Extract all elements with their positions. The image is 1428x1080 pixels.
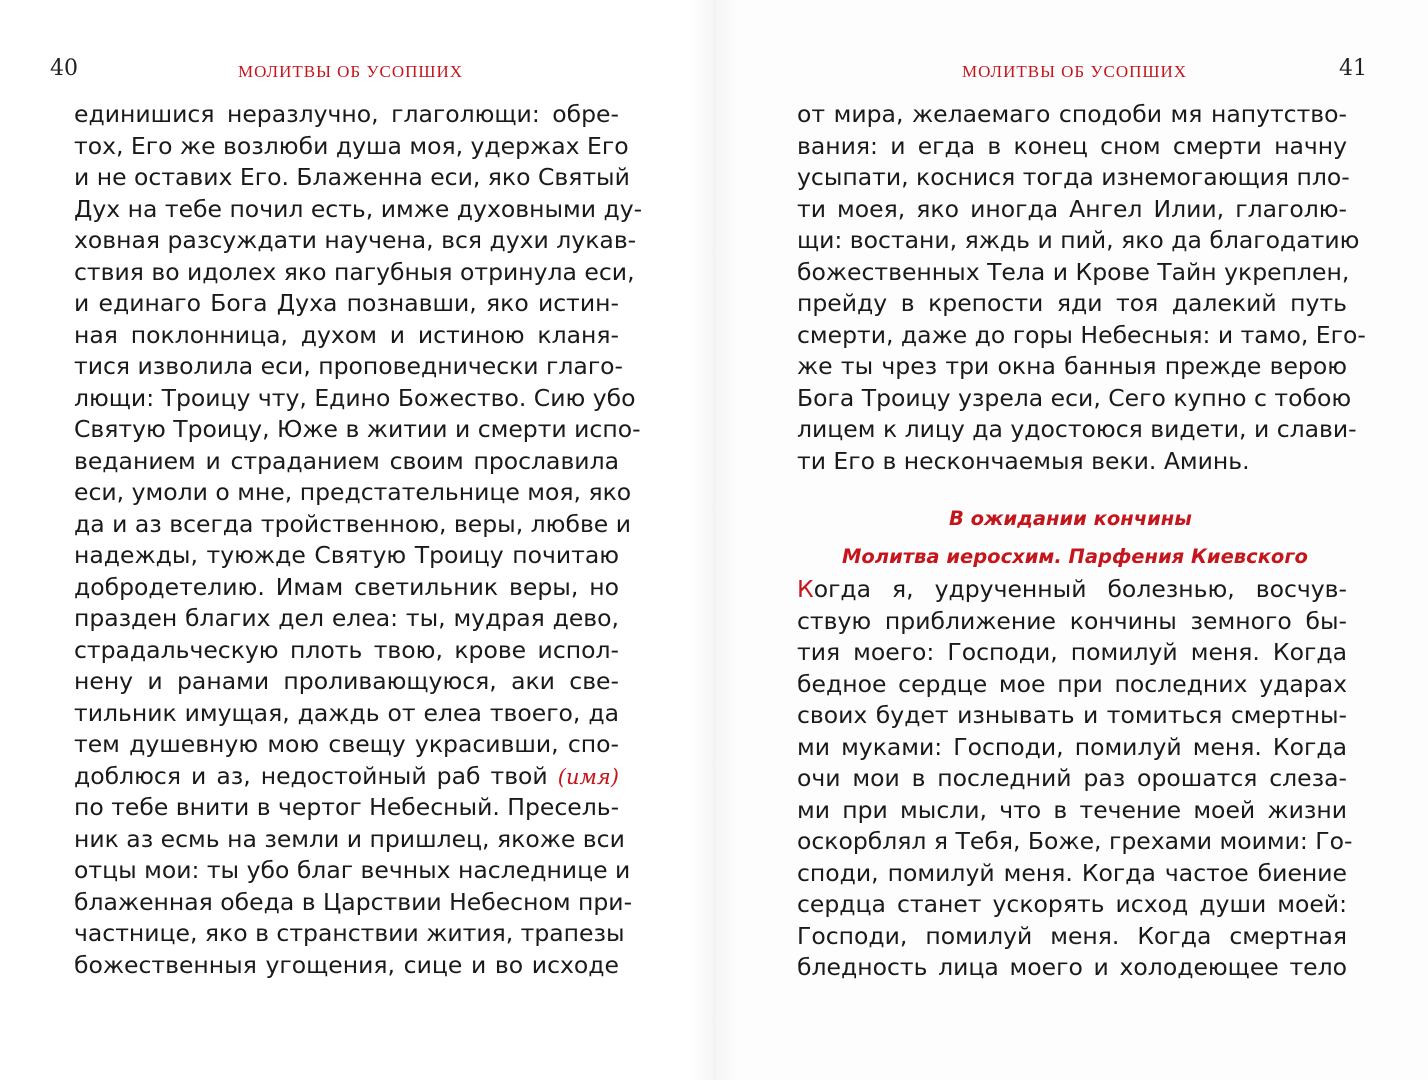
text-line: тильник имущая, даждь от елеа твоего, да [74,698,619,727]
text-line: Господи, помилуй меня. Когда смертная [797,921,1347,950]
name-placeholder-note: (имя) [557,764,619,789]
text-line: сердца станет ускорять исход души моей: [797,890,1347,918]
text-line: очи мои в последний раз орошатся слеза- [797,764,1347,792]
text-line: лющи: Троицу чту, Едино Божество. Сию убо [74,383,636,412]
text-line: отцы мои: ты убо благ вечных наследнице и [74,856,631,884]
text-line: блаженная обеда в Царствии Небесном при- [74,887,633,916]
text-line: божественныя угощения, сице и во исходе [74,950,619,979]
drop-initial: К [797,575,814,603]
page-number-left: 40 [50,56,78,81]
text-line: ти моея, яко иногда Ангел Илии, глаголю- [797,194,1347,223]
text-line: усыпати, коснися тогда изнемогающия пло- [797,163,1350,191]
left-page-body [74,99,643,981]
text-line: добродетелию. Имам светильник веры, но [74,572,619,601]
text-line: оскорблял я Тебя, Боже, грехами моими: Го- [797,827,1353,855]
text-line: празден благих дел елеа: ты, мудрая дево, [74,604,619,632]
text-line-first [797,574,1347,606]
text-line: надежды, туюжде Святую Троицу почитаю [74,541,619,569]
text-line: тися изволила еси, проповеднически глаго- [74,352,624,380]
text-segment: доблюся и аз, недостойный раб твой [74,761,548,790]
text-line: да и аз всегда тройственною, веры, любве и [74,509,631,538]
text-line: лицем к лицу да удостоюся видети, и слави- [797,415,1357,443]
text-line: тем душевную мою свещу украсивши, спо- [74,730,619,758]
text-line: нену и ранами проливающуюся, аки све- [74,667,619,695]
page-number-right: 41 [1339,56,1367,81]
text-line: споди, помилуй меня. Когда частое биение [797,858,1347,887]
text-line: страдальческую плоть твою, крове испол- [74,635,619,664]
text-line: бедное сердце мое при последних ударах [797,669,1347,698]
text-line: Святую Троицу, Юже в житии и смерти испо- [74,415,641,443]
text-line-with-note [74,761,619,793]
text-line: и не оставих Его. Блаженна еси, яко Святый [74,163,630,191]
text-line: веданием и страданием своим прославила [74,446,619,475]
section-heading: В ожидании кончины [949,507,1192,530]
prayer-title: Молитва иеросхим. Парфения Киевского [842,545,1308,568]
text-line: Дух на тебе почил есть, имже духовными ду- [74,194,643,223]
text-line: же ты чрез три окна банныя прежде верою [797,352,1347,380]
text-line: своих будет изнывать и томиться смертны- [797,701,1347,729]
text-line: ствия во идолех яко пагубныя отринула еси, [74,257,635,286]
text-line: ми муками: Господи, помилуй меня. Когда [797,732,1347,761]
text-line: ная поклонница, духом и истиною кланя- [74,320,619,349]
text-line: тох, Его же возлюби душа моя, удержах Его [74,131,629,160]
text-line: и единаго Бога Духа познавши, яко истин- [74,289,619,317]
text-line: от мира, желаемаго сподоби мя напутство- [797,100,1347,128]
text-line: еси, умоли о мне, предстательнице моя, яко [74,478,632,506]
text-line: Бога Троицу узрела еси, Сего купно с тобою [797,383,1352,412]
running-head-left: МОЛИТВЫ ОБ УСОПШИХ [238,62,464,81]
text-line: щи: востани, яждь и пий, яко да благодатию [797,226,1360,254]
text-line: тия моего: Господи, помилуй меня. Когда [797,638,1347,666]
text-line: божественных Тела и Крове Тайн укреплен, [797,257,1350,286]
text-line: ник аз есмь на земли и пришлец, якоже вси [74,824,625,853]
text-segment: огда я, удрученный болезнью, восчув- [813,575,1347,603]
prayer-body [797,574,1353,984]
text-line: ми при мысли, что в течение моей жизни [797,795,1347,824]
text-line: вания: и егда в конец сном смерти начну [797,131,1347,160]
text-line: единишися неразлучно, глаголющи: обре- [74,100,619,128]
text-line: ховная разсуждати научена, вся духи лукав- [74,226,637,254]
text-line: ствую приближение кончины земного бы- [797,606,1347,635]
text-line: прейду в крепости яди тоя далекий путь [797,289,1347,317]
right-page [714,0,1428,1080]
text-line: ти Его в нескончаемыя веки. Аминь. [797,446,1250,475]
text-line: бледность лица моего и холодеющее тело [797,953,1347,981]
text-line: частнице, яко в странствии жития, трапезы [74,919,625,947]
running-head-right: МОЛИТВЫ ОБ УСОПШИХ [962,62,1188,81]
text-line: смерти, даже до горы Небесныя: и тамо, Его- [797,320,1366,349]
right-page-body [797,99,1366,477]
text-line: по тебе внити в чертог Небесный. Пресель- [74,793,620,821]
